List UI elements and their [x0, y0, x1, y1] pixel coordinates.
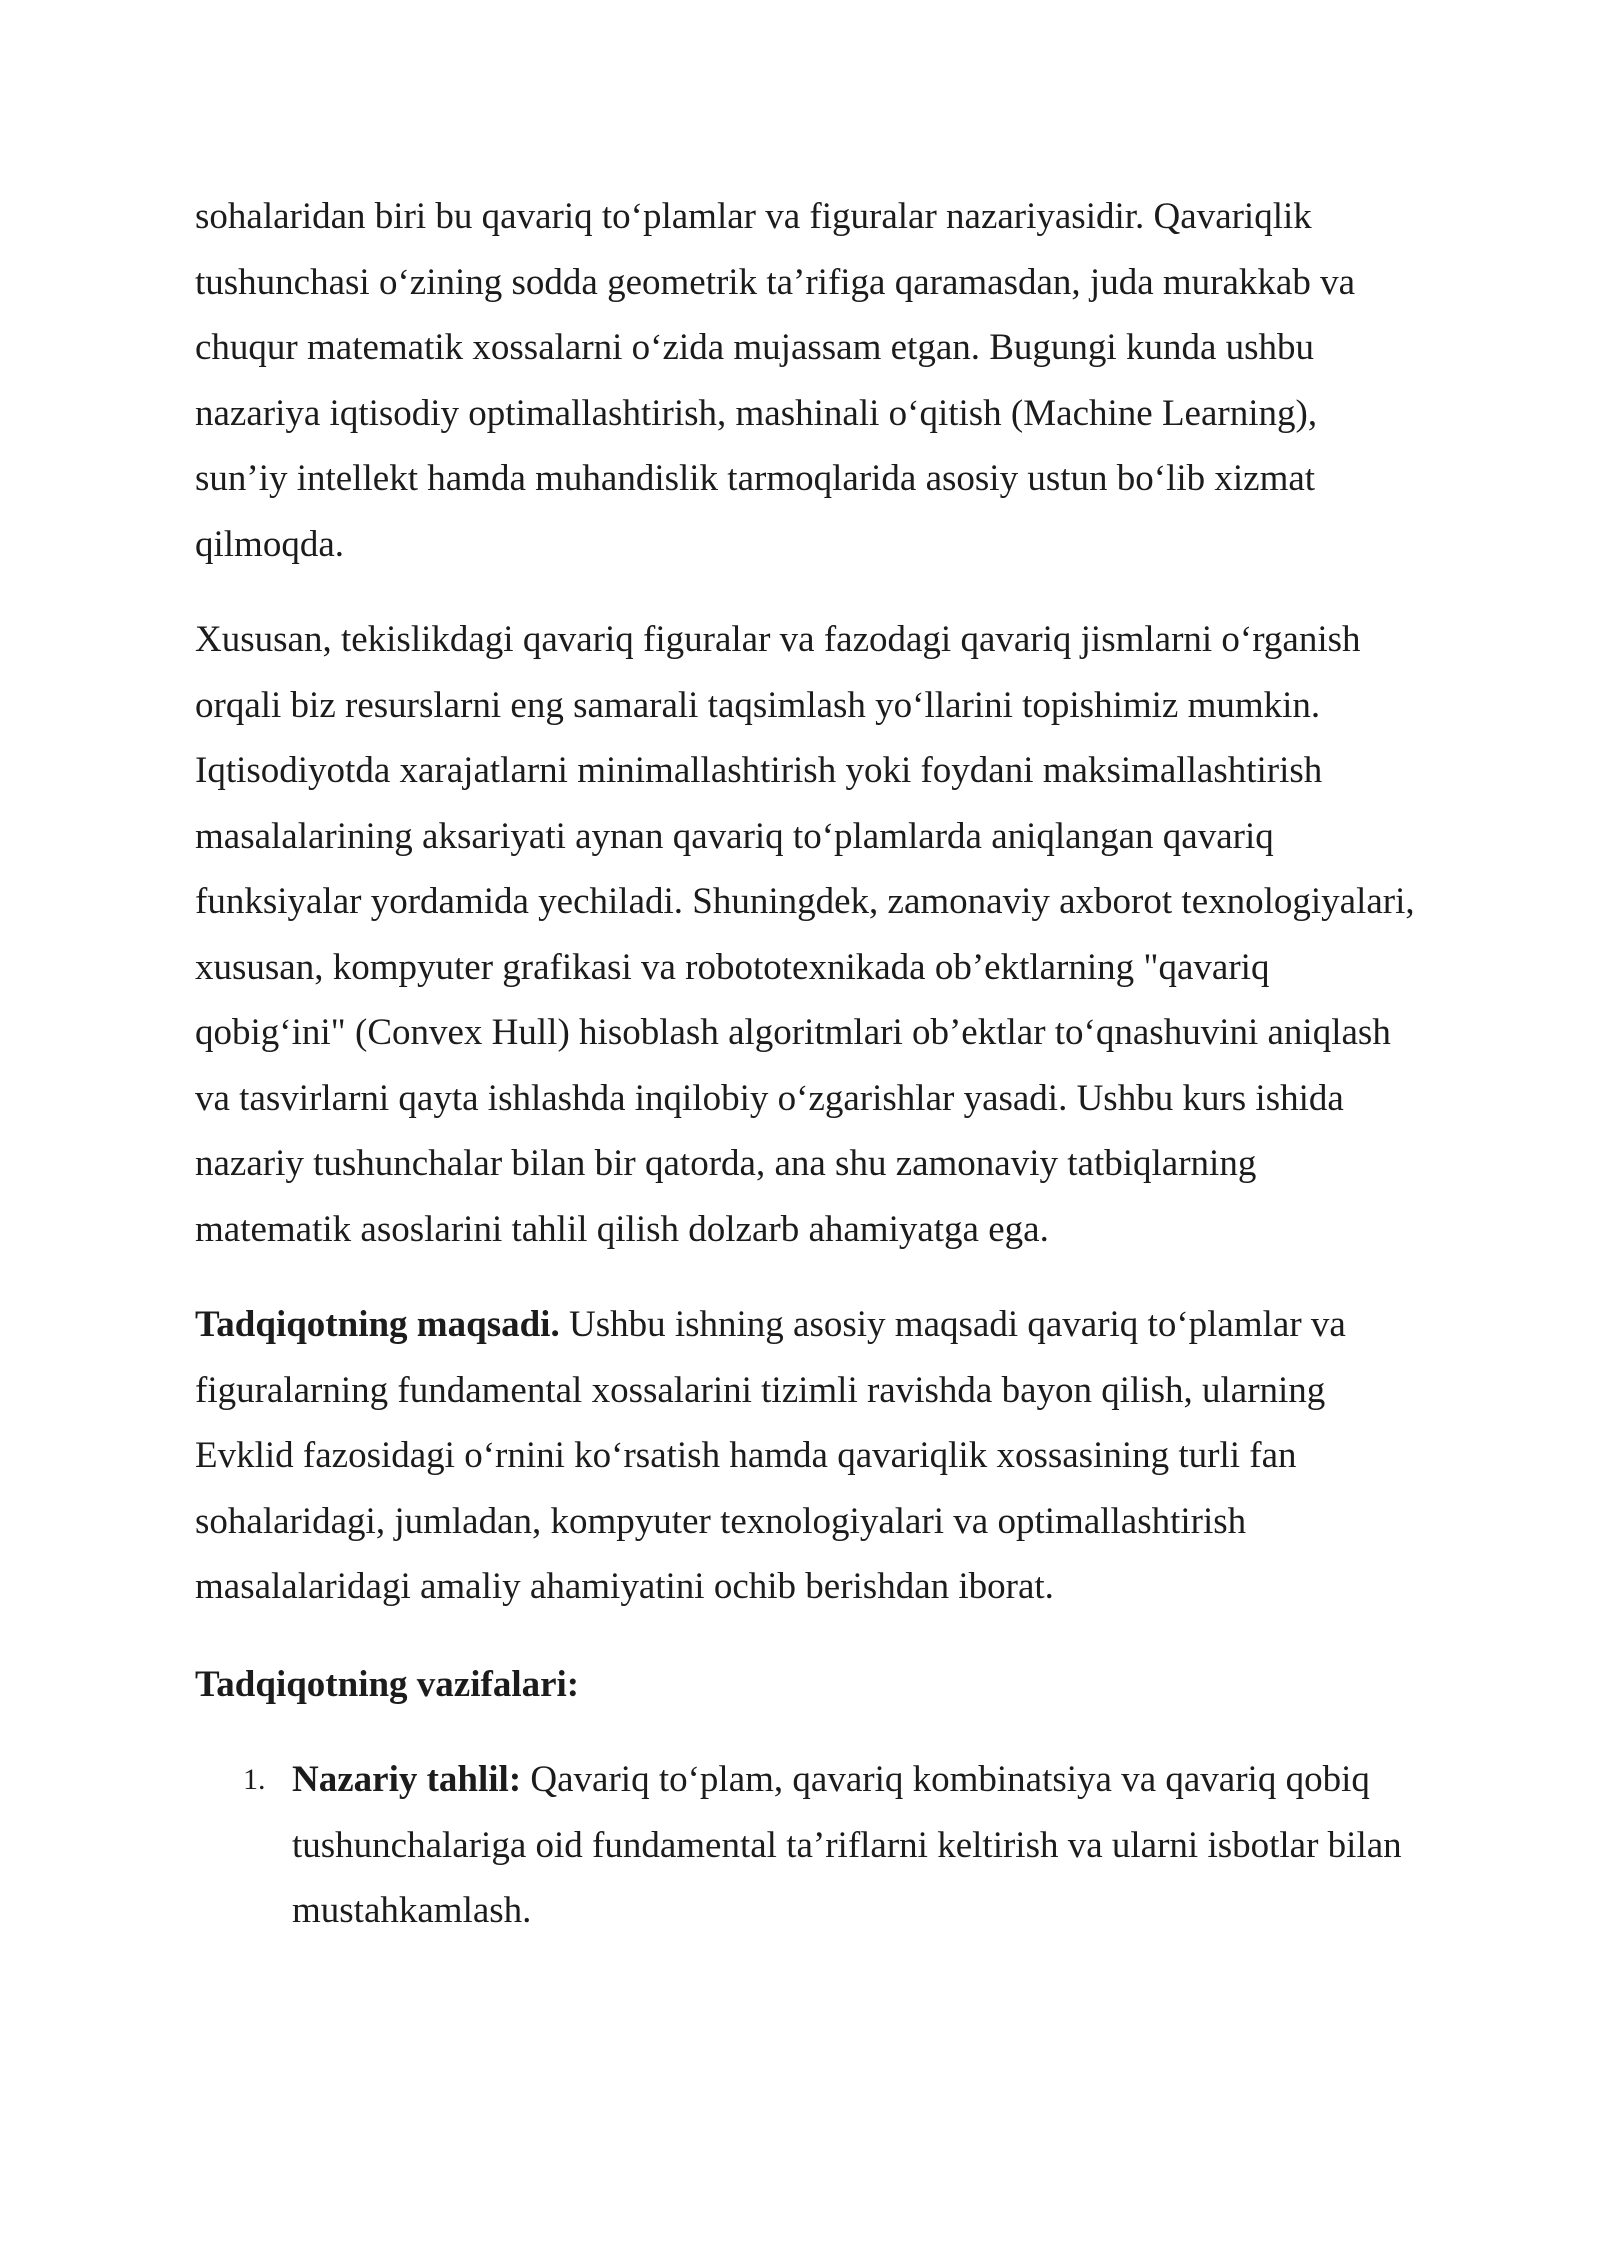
document-body — [195, 184, 1415, 1944]
research-tasks-heading: Tadqiqotning vazifalari: — [195, 1663, 580, 1705]
research-goal-label: Tadqiqotning maqsadi. — [195, 1304, 560, 1345]
paragraph-applications: Xususan, tekislikdagi qavariq figuralar va fazodagi qavariq jismlarni o‘rganish orqali biz resurslarni eng samarali taqsimlash yo‘llarini topishimiz mumkin. Iqtisodiyotda xarajatlarni minimallashtirish yoki foydani maksimallashtirish masalalarining aksariyati aynan qavariq to‘plamlarda aniqlangan qavariq funksiyalar yordamida yechiladi. Shuningdek, zamonaviy axborot texnologiyalari, xususan, kompyuter grafikasi va robototexnikada ob’ektlarning "qavariq qobig‘ini" (Convex Hull) hisoblash algoritmlari ob’ektlar to‘qnashuvini aniqlash va tasvirlarni qayta ishlashda inqilobiy o‘zgarishlar yasadi. Ushbu kurs ishida nazariy tushunchalar bilan bir qatorda, ana shu zamonaviy tatbiqlarning matematik asoslarini tahlil qilish dolzarb ahamiyatga ega. — [195, 619, 1415, 1250]
list-item — [195, 1747, 1415, 1944]
list-item-number: 1. — [243, 1763, 266, 1796]
research-tasks-list — [195, 1747, 1415, 1944]
list-item-label: Nazariy tahlil: — [292, 1759, 522, 1800]
research-goal-text: Ushbu ishning asosiy maqsadi qavariq to‘plamlar va figuralarning fundamental xossalarini tizimli ravishda bayon qilish, ularning Evklid fazosidagi o‘rnini ko‘rsatish hamda qavariqlik xossasining turli fan sohalaridagi, jumladan, kompyuter texnologiyalari va optimallashtirish masalalaridagi amaliy ahamiyatini ochib berishdan iborat. — [195, 1304, 1346, 1607]
paragraph-intro-continuation: sohalaridan biri bu qavariq to‘plamlar va figuralar nazariyasidir. Qavariqlik tushunchasi o‘zining sodda geometrik ta’rifiga qaramasdan, juda murakkab va chuqur matematik xossalarni o‘zida mujassam etgan. Bugungi kunda ushbu nazariya iqtisodiy optimallashtirish, mashinali o‘qitish (Machine Learning), sun’iy intellekt hamda muhandislik tarmoqlarida asosiy ustun bo‘lib xizmat qilmoqda. — [195, 196, 1355, 565]
list-item-text: Qavariq to‘plam, qavariq kombinatsiya va qavariq qobiq tushunchalariga oid fundamental ta’riflarni keltirish va ularni isbotlar bilan mustahkamlash. — [292, 1759, 1402, 1931]
paragraph-research-goal — [195, 1292, 1415, 1620]
